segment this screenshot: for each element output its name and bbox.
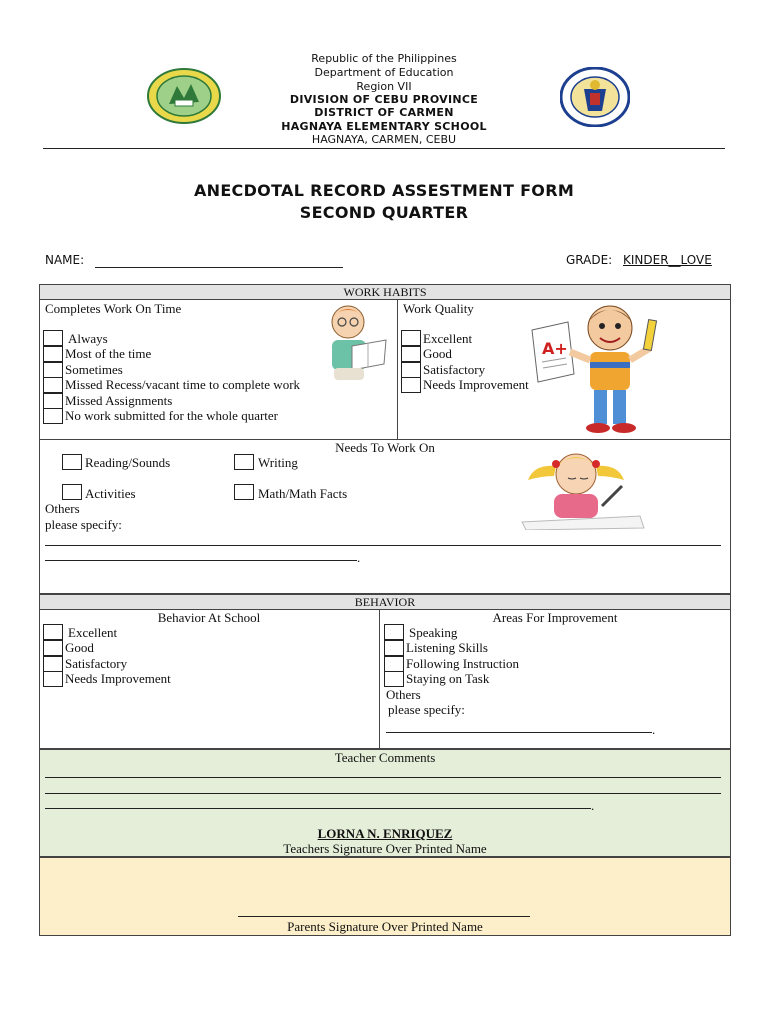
needs-specify-line-2[interactable]: [45, 560, 357, 561]
checkbox-missed-recess[interactable]: [43, 377, 63, 393]
work-habits-divider: [397, 300, 398, 439]
option-sometimes: Sometimes: [65, 362, 123, 377]
quality-title: Work Quality: [403, 301, 474, 316]
improvement-speaking: Speaking: [409, 625, 458, 640]
behavior-needs-improvement: Needs Improvement: [65, 671, 171, 686]
option-most-of-the-time: Most of the time: [65, 346, 152, 361]
needs-activities: Activities: [85, 486, 136, 501]
name-field-line[interactable]: [95, 267, 343, 268]
header-divider: [43, 148, 725, 149]
checkbox-behavior-needs-improvement[interactable]: [43, 671, 63, 687]
quality-excellent: Excellent: [423, 331, 473, 346]
checkbox-reading-sounds[interactable]: [62, 454, 82, 470]
quality-good: Good: [423, 346, 452, 361]
grade-value: KINDER__LOVE: [623, 253, 712, 267]
svg-text:A+: A+: [542, 339, 568, 358]
comment-line-3[interactable]: [45, 808, 591, 809]
needs-specify-label: please specify:: [45, 517, 122, 532]
improvement-specify-line[interactable]: [386, 732, 652, 733]
checkbox-no-work[interactable]: [43, 408, 63, 424]
checkbox-always[interactable]: [43, 330, 63, 346]
boy-reading-illustration: [322, 300, 390, 384]
checkbox-speaking[interactable]: [384, 624, 404, 640]
checkbox-following-instruction[interactable]: [384, 656, 404, 672]
header-school: HAGNAYA ELEMENTARY SCHOOL: [281, 120, 487, 133]
checkbox-writing[interactable]: [234, 454, 254, 470]
needs-title: Needs To Work On: [335, 440, 435, 455]
checkbox-behavior-excellent[interactable]: [43, 624, 63, 640]
header-division: DIVISION OF CEBU PROVINCE: [289, 93, 479, 106]
needs-writing: Writing: [258, 455, 298, 470]
quality-satisfactory: Satisfactory: [423, 362, 486, 377]
checkbox-missed-assignments[interactable]: [43, 393, 63, 409]
header-district: DISTRICT OF CARMEN: [314, 106, 454, 119]
header-address: HAGNAYA, CARMEN, CEBU: [311, 133, 457, 146]
checkbox-behavior-good[interactable]: [43, 640, 63, 656]
behavior-divider: [379, 610, 380, 749]
completes-title: Completes Work On Time: [45, 301, 182, 316]
checkbox-most-of-the-time[interactable]: [43, 346, 63, 362]
checkbox-quality-needs-improvement[interactable]: [401, 377, 421, 393]
work-habits-heading: WORK HABITS: [39, 284, 731, 300]
checkbox-staying-on-task[interactable]: [384, 671, 404, 687]
quality-needs-improvement: Needs Improvement: [423, 377, 529, 392]
improvement-title: Areas For Improvement: [492, 610, 618, 625]
checkbox-quality-good[interactable]: [401, 346, 421, 362]
grade-label: GRADE:: [566, 253, 613, 267]
option-missed-assignments: Missed Assignments: [65, 393, 173, 408]
teacher-signature-label: Teachers Signature Over Printed Name: [283, 841, 487, 856]
checkbox-listening[interactable]: [384, 640, 404, 656]
form-subtitle: SECOND QUARTER: [299, 203, 469, 222]
behavior-heading: BEHAVIOR: [39, 594, 731, 610]
name-label: NAME:: [45, 253, 85, 267]
behavior-satisfactory: Satisfactory: [65, 656, 128, 671]
header-department: Department of Education: [314, 66, 454, 79]
needs-specify-period: .: [357, 550, 361, 565]
improvement-specify-period: .: [652, 722, 656, 737]
improvement-following-instruction: Following Instruction: [406, 656, 520, 671]
parent-signature-label: Parents Signature Over Printed Name: [287, 919, 483, 934]
needs-specify-line-1[interactable]: [45, 545, 721, 546]
behavior-school-title: Behavior At School: [157, 610, 261, 625]
improvement-staying-on-task: Staying on Task: [406, 671, 490, 686]
form-title: ANECDOTAL RECORD ASSESTMENT FORM: [193, 181, 575, 200]
checkbox-sometimes[interactable]: [43, 362, 63, 378]
comment-line-1[interactable]: [45, 777, 721, 778]
behavior-good: Good: [65, 640, 94, 655]
comment-line-2[interactable]: [45, 793, 721, 794]
checkbox-quality-excellent[interactable]: [401, 330, 421, 346]
checkbox-behavior-satisfactory[interactable]: [43, 656, 63, 672]
teacher-comments-title: Teacher Comments: [334, 750, 436, 765]
boy-a-plus-illustration: [528, 300, 668, 436]
checkbox-activities[interactable]: [62, 484, 82, 500]
header-republic: Republic of the Philippines: [311, 52, 457, 65]
parent-signature-line[interactable]: [238, 916, 530, 917]
teacher-name: LORNA N. ENRIQUEZ: [317, 826, 453, 841]
option-missed-recess: Missed Recess/vacant time to complete work: [65, 377, 301, 392]
option-always: Always: [68, 331, 108, 346]
option-no-work: No work submitted for the whole quarter: [65, 408, 279, 423]
improvement-specify-label: please specify:: [388, 702, 465, 717]
improvement-others-label: Others: [386, 687, 421, 702]
needs-reading-sounds: Reading/Sounds: [85, 455, 171, 470]
improvement-listening: Listening Skills: [406, 640, 488, 655]
needs-math-facts: Math/Math Facts: [258, 486, 348, 501]
checkbox-quality-satisfactory[interactable]: [401, 362, 421, 378]
needs-others-label: Others: [45, 501, 80, 516]
comment-period: .: [591, 798, 595, 813]
girl-writing-illustration: [520, 446, 646, 530]
behavior-excellent: Excellent: [68, 625, 118, 640]
checkbox-math-facts[interactable]: [234, 484, 254, 500]
header-region: Region VII: [356, 80, 412, 93]
